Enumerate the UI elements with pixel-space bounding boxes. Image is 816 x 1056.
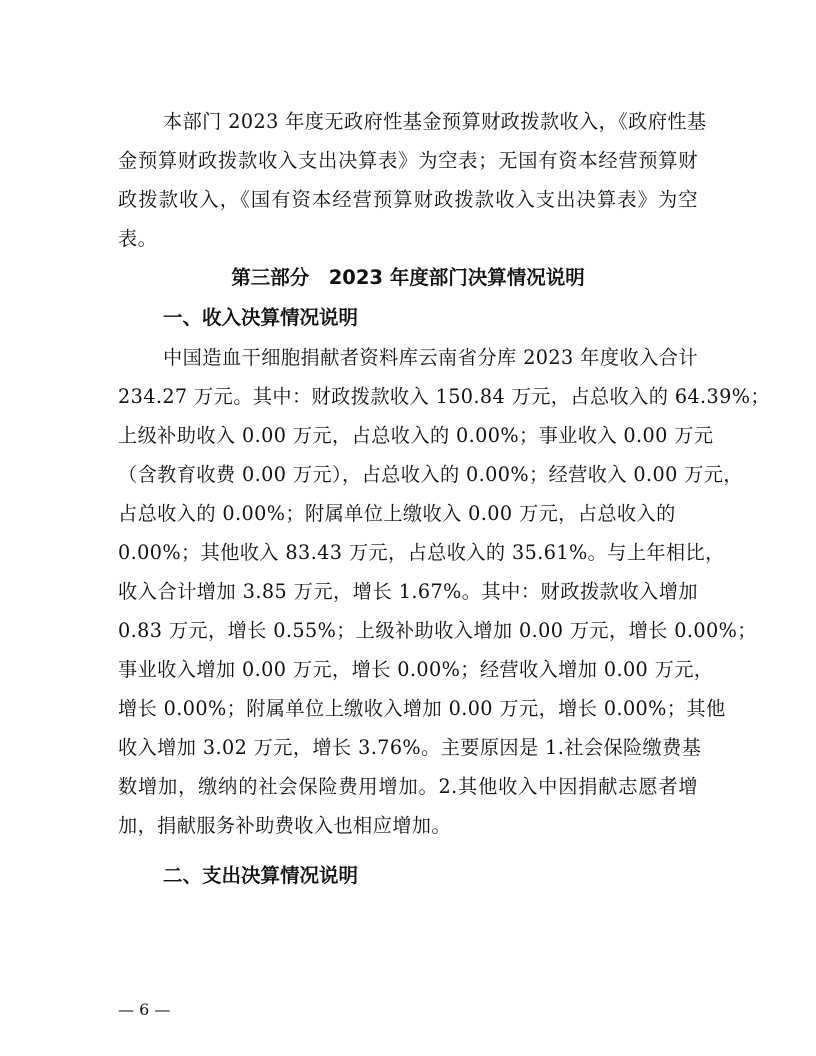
section-heading-income: 一、收入决算情况说明	[163, 306, 359, 329]
paragraph-line: 政拨款收入，《国有资本经营预算财政拨款收入支出决算表》为空	[118, 188, 698, 211]
paragraph-line: 0.83 万元，增长 0.55%；上级补助收入增加 0.00 万元，增长 0.00%；	[118, 619, 757, 642]
section-heading-expenditure: 二、支出决算情况说明	[163, 864, 359, 887]
paragraph-line: 中国造血干细胞捐献者资料库云南省分库 2023 年度收入合计	[163, 346, 698, 369]
paragraph-line: 234.27 万元。其中：财政拨款收入 150.84 万元，占总收入的 64.39%；	[118, 385, 770, 408]
paragraph-line: 收入合计增加 3.85 万元，增长 1.67%。其中：财政拨款收入增加	[118, 580, 698, 603]
paragraph-line: 数增加，缴纳的社会保险费用增加。2.其他收入中因捐献志愿者增	[118, 775, 698, 798]
paragraph-line: 增长 0.00%；附属单位上缴收入增加 0.00 万元，增长 0.00%；其他	[118, 697, 726, 720]
page-number: — 6 —	[118, 1000, 171, 1019]
paragraph-line: 金预算财政拨款收入支出决算表》为空表；无国有资本经营预算财	[118, 149, 698, 172]
paragraph-line: 加，捐献服务补助费收入也相应增加。	[118, 814, 451, 837]
paragraph-line: 事业收入增加 0.00 万元，增长 0.00%；经营收入增加 0.00 万元，	[118, 658, 714, 681]
paragraph-line: 本部门 2023 年度无政府性基金预算财政拨款收入，《政府性基	[163, 110, 707, 133]
paragraph-line: （含教育收费 0.00 万元），占总收入的 0.00%；经营收入 0.00 万元，	[118, 463, 744, 486]
part-title: 第三部分 2023 年度部门决算情况说明	[231, 266, 585, 289]
paragraph-line: 上级补助收入 0.00 万元，占总收入的 0.00%；事业收入 0.00 万元	[118, 424, 714, 447]
paragraph-line: 收入增加 3.02 万元，增长 3.76%。主要原因是 1.社会保险缴费基	[118, 736, 702, 759]
paragraph-line: 0.00%；其他收入 83.43 万元，占总收入的 35.61%。与上年相比，	[118, 541, 725, 564]
paragraph-line: 表。	[118, 227, 158, 250]
paragraph-line: 占总收入的 0.00%；附属单位上缴收入 0.00 万元，占总收入的	[118, 502, 676, 525]
